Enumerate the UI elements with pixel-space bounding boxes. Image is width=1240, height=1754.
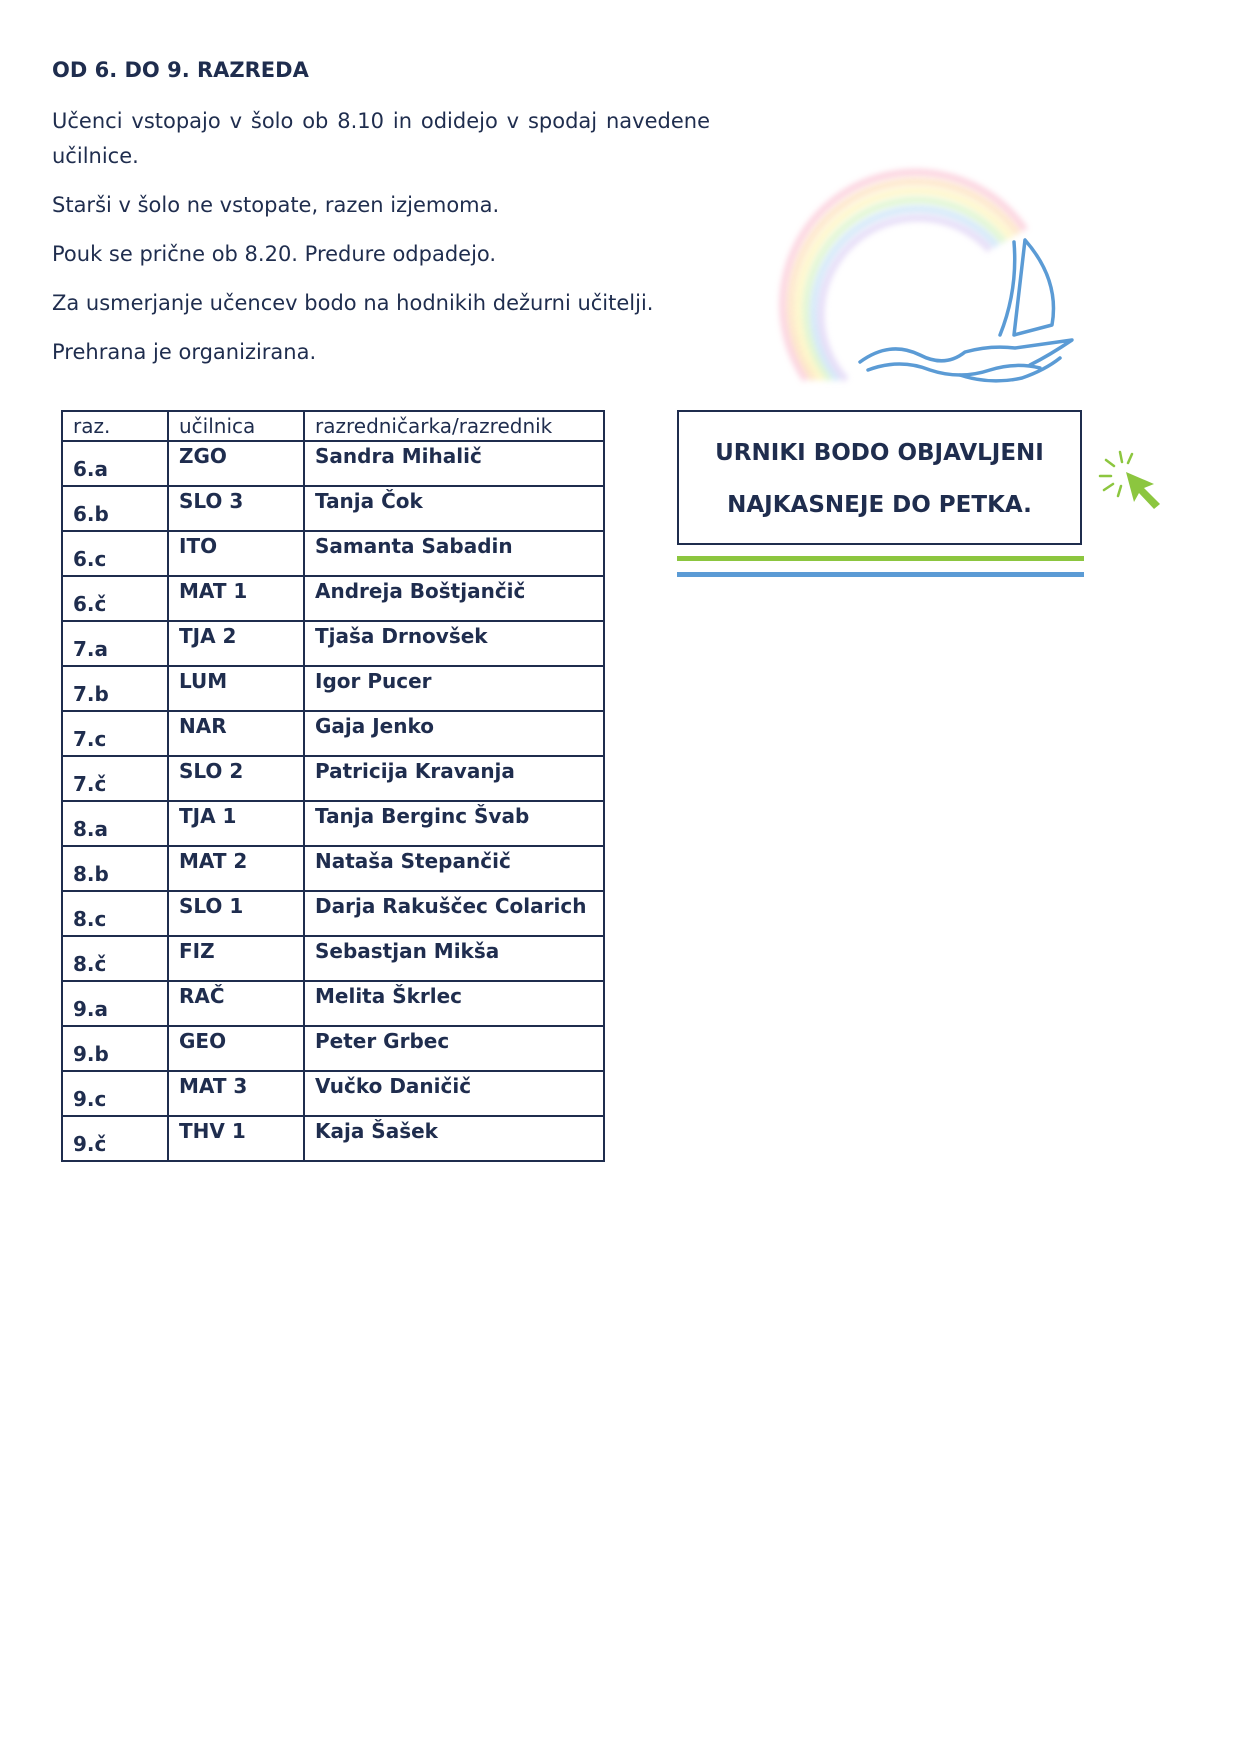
teacher-cell: Sebastjan Mikša — [304, 936, 604, 981]
table-row — [62, 1071, 604, 1116]
classroom-cell: LUM — [168, 666, 304, 711]
classroom-cell: GEO — [168, 1026, 304, 1071]
classroom-cell: ITO — [168, 531, 304, 576]
classroom-cell: SLO 2 — [168, 756, 304, 801]
teacher-cell: Nataša Stepančič — [304, 846, 604, 891]
teacher-cell: Patricija Kravanja — [304, 756, 604, 801]
intro-text — [52, 104, 710, 384]
teacher-cell: Tanja Čok — [304, 486, 604, 531]
classroom-cell: TJA 2 — [168, 621, 304, 666]
class-cell: 7.b — [62, 666, 168, 711]
class-cell: 7.č — [62, 756, 168, 801]
column-header-classroom: učilnica — [168, 411, 304, 441]
teacher-cell: Gaja Jenko — [304, 711, 604, 756]
column-header-teacher: razredničarka/razrednik — [304, 411, 604, 441]
class-cell: 7.a — [62, 621, 168, 666]
classroom-cell: TJA 1 — [168, 801, 304, 846]
table-row — [62, 846, 604, 891]
notice-line-1: URNIKI BODO OBJAVLJENI — [715, 440, 1044, 466]
table-row — [62, 1116, 604, 1161]
class-cell: 8.č — [62, 936, 168, 981]
teacher-cell: Tanja Berginc Švab — [304, 801, 604, 846]
table-row — [62, 531, 604, 576]
schedule-notice-box — [677, 410, 1082, 545]
teacher-cell: Melita Škrlec — [304, 981, 604, 1026]
table-row — [62, 711, 604, 756]
green-divider — [677, 556, 1084, 561]
classroom-cell: RAČ — [168, 981, 304, 1026]
teacher-cell: Darja Rakuščec Colarich — [304, 891, 604, 936]
notice-line-2: NAJKASNEJE DO PETKA. — [727, 492, 1032, 518]
class-cell: 9.b — [62, 1026, 168, 1071]
teacher-cell: Samanta Sabadin — [304, 531, 604, 576]
teacher-cell: Sandra Mihalič — [304, 441, 604, 486]
rainbow-sailboat-logo — [760, 130, 1090, 390]
table-row — [62, 576, 604, 621]
page-heading: OD 6. DO 9. RAZREDA — [52, 58, 309, 82]
table-header-row — [62, 411, 604, 441]
table-row — [62, 666, 604, 711]
class-cell: 8.c — [62, 891, 168, 936]
teacher-cell: Peter Grbec — [304, 1026, 604, 1071]
cursor-click-icon — [1096, 448, 1176, 518]
class-table — [61, 410, 605, 1162]
table-row — [62, 1026, 604, 1071]
classroom-cell: FIZ — [168, 936, 304, 981]
blue-divider — [677, 572, 1084, 577]
paragraph-parents: Starši v šolo ne vstopate, razen izjemoma. — [52, 193, 500, 217]
classroom-cell: MAT 2 — [168, 846, 304, 891]
teacher-cell: Igor Pucer — [304, 666, 604, 711]
teacher-cell: Andreja Boštjančič — [304, 576, 604, 621]
class-cell: 8.b — [62, 846, 168, 891]
class-cell: 9.c — [62, 1071, 168, 1116]
table-row — [62, 486, 604, 531]
classroom-cell: MAT 1 — [168, 576, 304, 621]
classroom-cell: SLO 1 — [168, 891, 304, 936]
paragraph-lessons: Pouk se prične ob 8.20. Predure odpadejo. — [52, 242, 497, 266]
paragraph-teachers: Za usmerjanje učencev bodo na hodnikih dežurni učitelji. — [52, 291, 654, 315]
classroom-cell: SLO 3 — [168, 486, 304, 531]
table-row — [62, 441, 604, 486]
table-row — [62, 801, 604, 846]
paragraph-entry: Učenci vstopajo v šolo ob 8.10 in odidejo v spodaj navedene učilnice. — [52, 109, 710, 168]
class-cell: 9.a — [62, 981, 168, 1026]
class-cell: 9.č — [62, 1116, 168, 1161]
table-row — [62, 756, 604, 801]
class-cell: 6.b — [62, 486, 168, 531]
classroom-cell: NAR — [168, 711, 304, 756]
paragraph-meals: Prehrana je organizirana. — [52, 340, 317, 364]
classroom-cell: ZGO — [168, 441, 304, 486]
classroom-cell: MAT 3 — [168, 1071, 304, 1116]
classroom-cell: THV 1 — [168, 1116, 304, 1161]
class-cell: 8.a — [62, 801, 168, 846]
class-cell: 6.c — [62, 531, 168, 576]
sailboat-icon — [860, 240, 1072, 381]
table-row — [62, 621, 604, 666]
class-cell: 6.č — [62, 576, 168, 621]
class-cell: 7.c — [62, 711, 168, 756]
table-row — [62, 936, 604, 981]
teacher-cell: Vučko Daničič — [304, 1071, 604, 1116]
column-header-class: raz. — [62, 411, 168, 441]
table-row — [62, 981, 604, 1026]
teacher-cell: Tjaša Drnovšek — [304, 621, 604, 666]
class-cell: 6.a — [62, 441, 168, 486]
teacher-cell: Kaja Šašek — [304, 1116, 604, 1161]
table-row — [62, 891, 604, 936]
